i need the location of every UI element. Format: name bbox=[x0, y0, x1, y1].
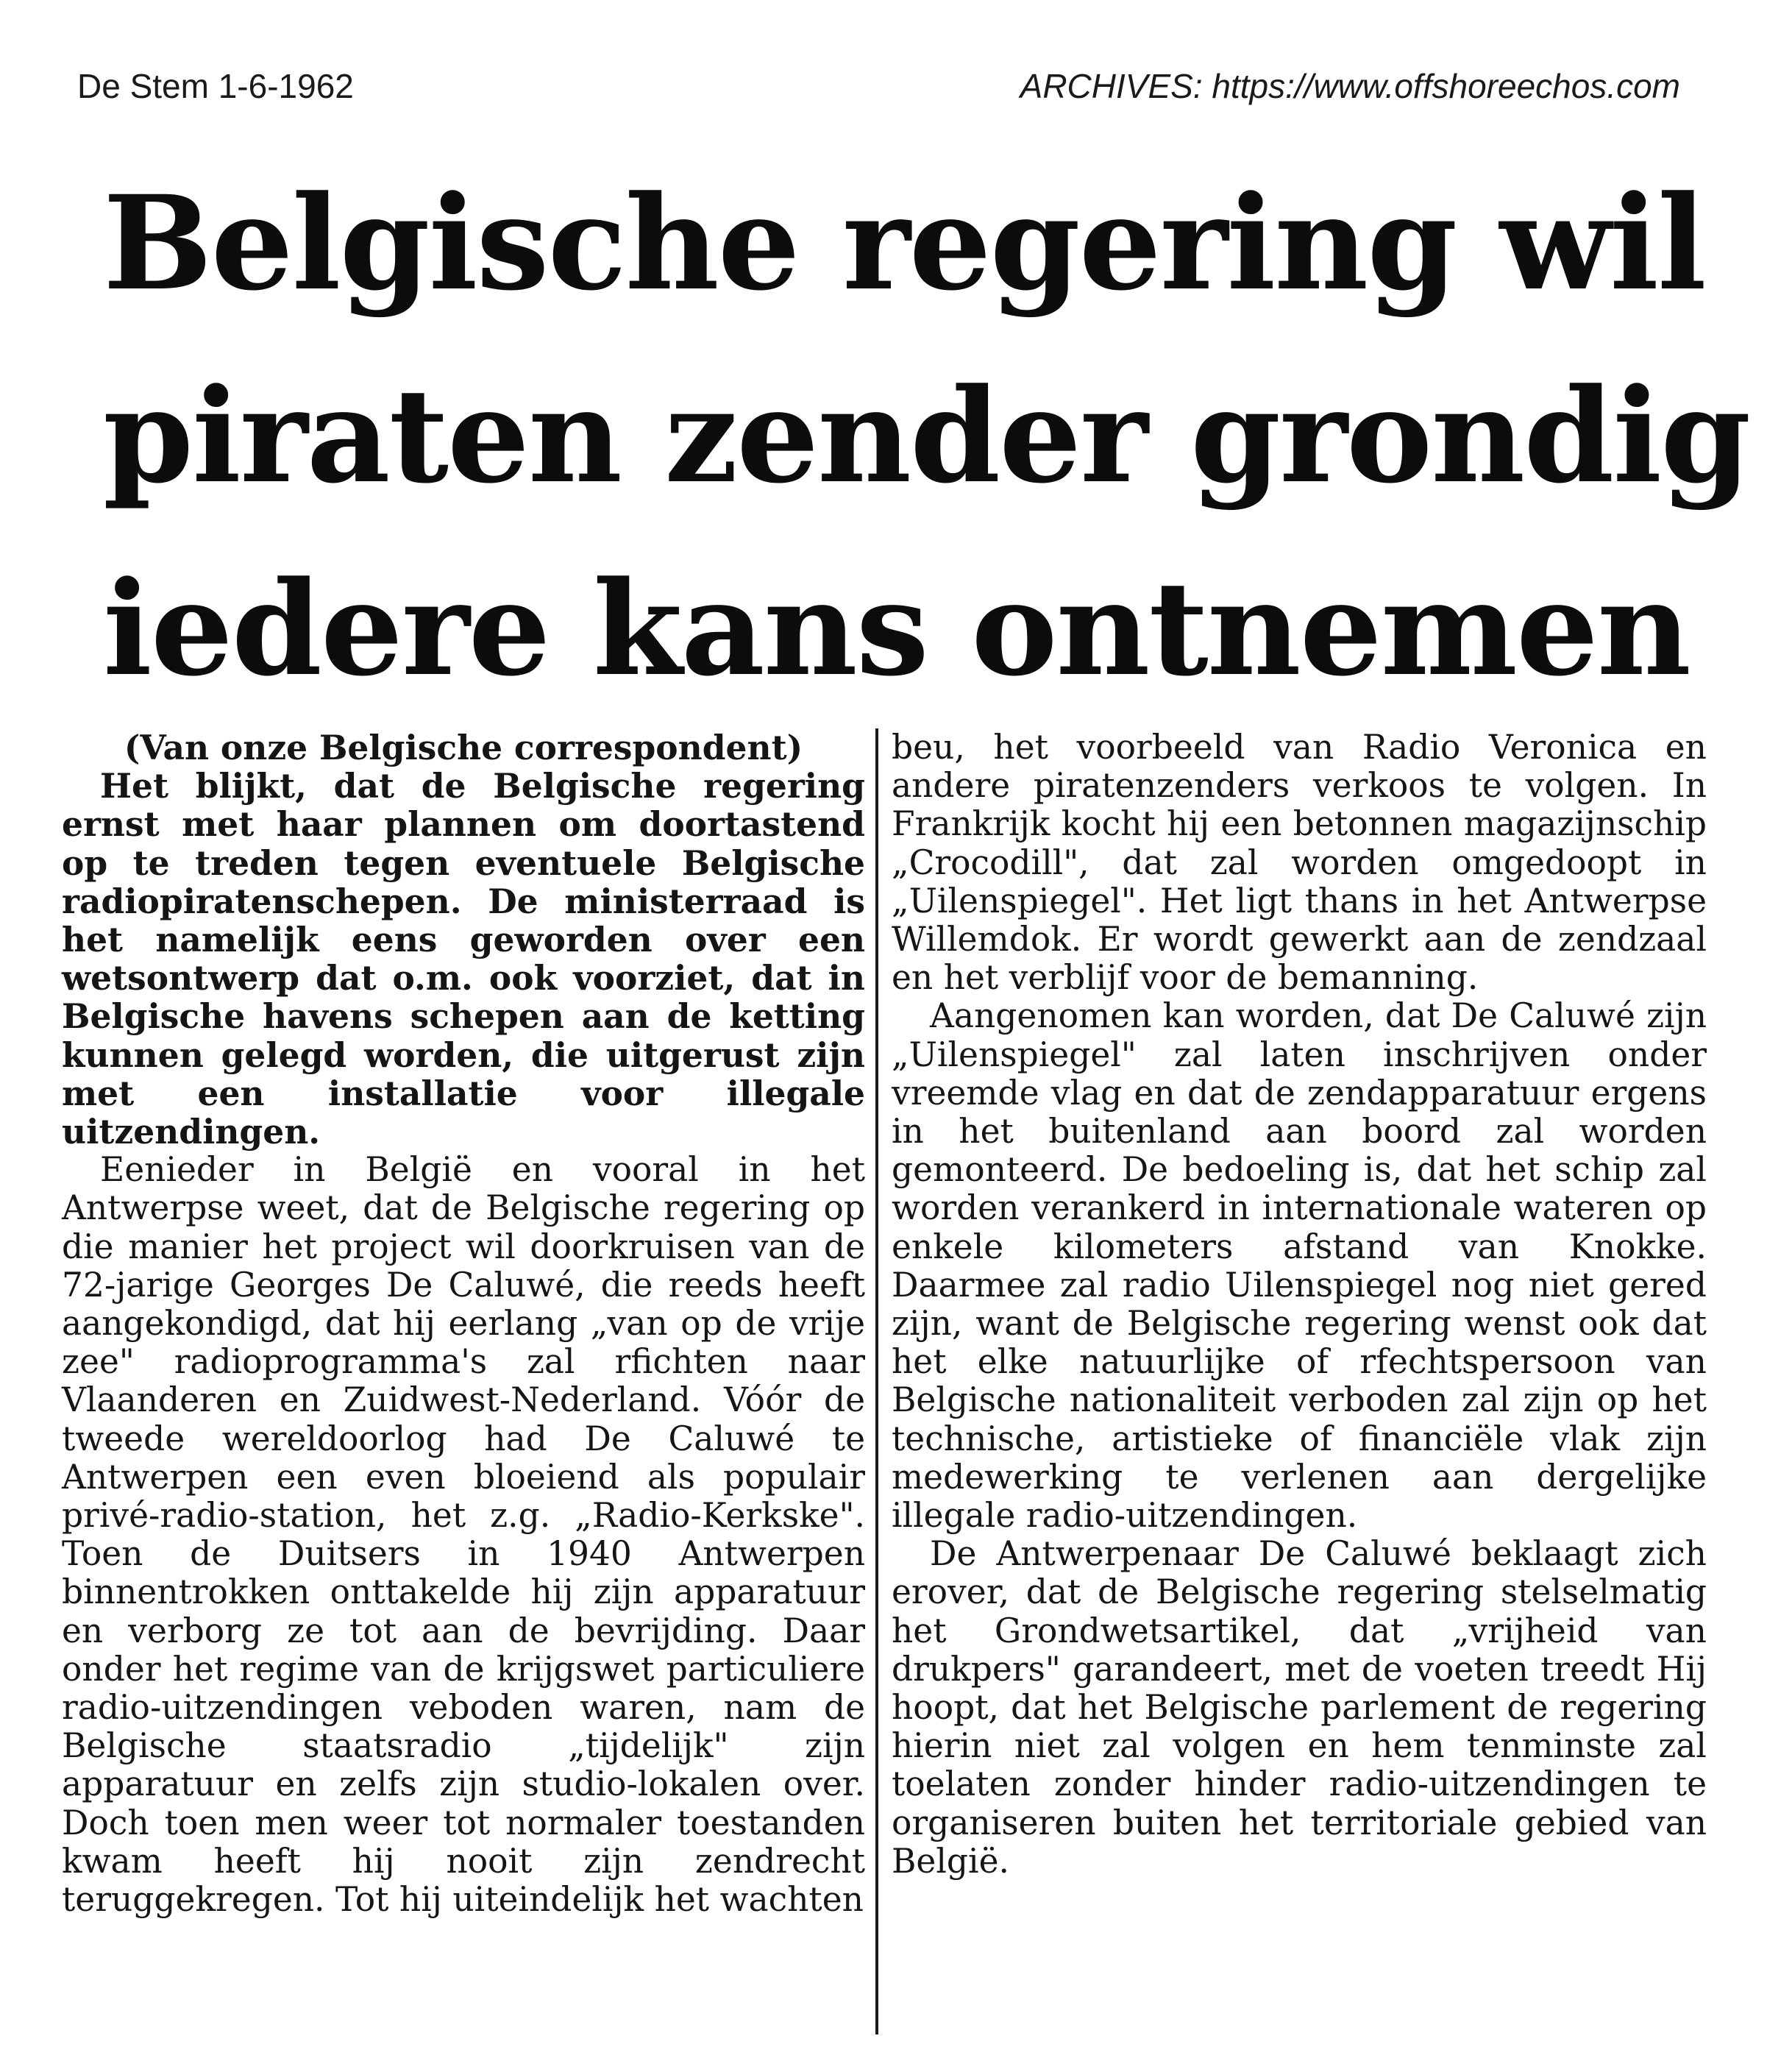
archive-url-label: ARCHIVES: https://www.offshoreechos.com bbox=[1020, 67, 1680, 105]
article-byline: (Van onze Belgische correspondent) bbox=[124, 728, 803, 767]
headline-line-3: iedere kans ontnemen bbox=[103, 553, 1690, 705]
article-paragraph: De Antwerpenaar De Caluwé beklaagt zich erover, dat de Belgische regering stelselmatig het Grondwetsartikel, dat „vrijheid van drukpers" garandeert, met de voeten treedt Hij hoopt, dat het Belgische parlement de regering hierin niet zal volgen en hem tenminste zal toelaten zonder hinder radio-uitzendingen te organiseren buiten het territoriale gebied van België. bbox=[892, 1534, 1707, 1881]
article-paragraph: Eenieder in België en vooral in het Antwerpse weet, dat de Belgische regering op die manier het project wil doorkruisen van de 72-jarige Georges De Caluwé, die reeds heeft aangekondigd, dat hij eerlang „van op de vrije zee" radioprogramma's zal rfichten naar Vlaanderen en Zuidwest-Nederland. Vóór de tweede wereldoorlog had De Caluwé te Antwerpen een even bloeiend als populair privé-radio-station, het z.g. „Radio-Kerkske". Toen de Duitsers in 1940 Antwerpen binnentrokken onttakelde hij zijn apparatuur en verborg ze tot aan de bevrijding. Daar onder het regime van de krijgswet particuliere radio-uitzendingen veboden waren, nam de Belgische staatsradio „tijdelijk" zijn apparatuur en zelfs zijn studio-lokalen over. Doch toen men weer tot normaler toestanden kwam heeft hij nooit zijn zendrecht teruggekregen. Tot hij uiteindelijk het wachten bbox=[62, 1150, 865, 1920]
column-divider bbox=[875, 728, 878, 2034]
headline-line-2: piraten zender grondig bbox=[103, 360, 1750, 512]
article-headline bbox=[103, 147, 1750, 725]
article-paragraph-continued: beu, het voorbeeld van Radio Veronica en andere piratenzenders verkoos te volgen. In Frankrijk kocht hij een betonnen magazijnschip „Crocodill", dat zal worden omgedoopt in „Uilenspiegel". Het ligt thans in het Antwerpse Willemdok. Er wordt gewerkt aan de zendzaal en het verblijf voor de bemanning. bbox=[892, 728, 1707, 998]
newspaper-source-label: De Stem 1-6-1962 bbox=[77, 67, 354, 105]
article-paragraph: Aangenomen kan worden, dat De Caluwé zijn „Uilenspiegel" zal laten inschrijven onder vreemde vlag en dat de zendapparatuur ergens in het buitenland aan boord zal worden gemonteerd. De bedoeling is, dat het schip zal worden verankerd in internationale wateren op enkele kilometers afstand van Knokke. Daarmee zal radio Uilenspiegel nog niet gered zijn, want de Belgische regering wenst ook dat het elke natuurlijke of rfechtspersoon van Belgische nationaliteit verboden zal zijn op het technische, artistieke of financiële vlak zijn medewerking te verlenen aan dergelijke illegale radio-uitzendingen. bbox=[892, 996, 1707, 1536]
article-lede: Het blijkt, dat de Belgische regering ernst met haar plannen om doortastend op te treden tegen eventuele Belgische radiopiratenschepen. De ministerraad is het namelijk eens geworden over een wetsontwerp dat o.m. ook voorziet, dat in Belgische havens schepen aan de ketting kunnen gelegd worden, die uitgerust zijn met een installatie voor illegale uitzendingen. bbox=[62, 766, 865, 1152]
article-column-right bbox=[892, 728, 1707, 1881]
article-column-left bbox=[62, 728, 865, 1919]
headline-line-1: Belgische regering wil bbox=[103, 167, 1705, 319]
